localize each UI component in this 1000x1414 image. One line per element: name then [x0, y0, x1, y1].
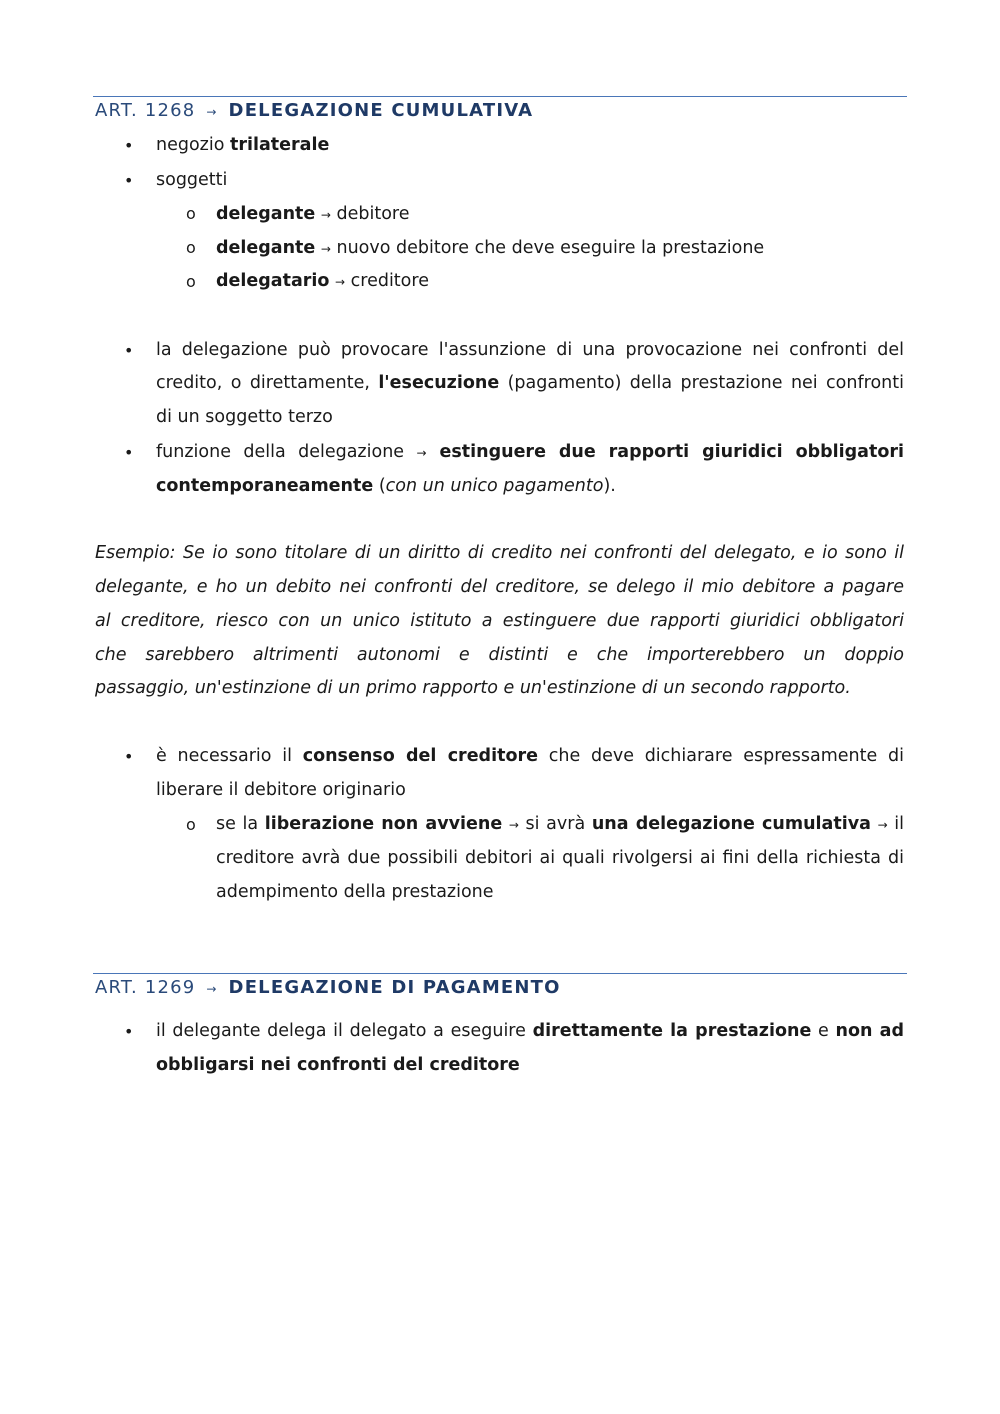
bullet-marker: •: [124, 443, 134, 462]
sub-list-item-line: adempimento della prestazione: [216, 882, 494, 902]
sub-list-item: delegante → debitore: [216, 204, 410, 224]
section-heading: [95, 100, 533, 121]
example-line: al creditore, riesco con un unico istituto a estinguere due rapporti giuridici obbligatori: [95, 611, 904, 631]
list-item-line: il delegante delega il delegato a eseguire direttamente la prestazione e non ad: [156, 1021, 904, 1041]
arrow-icon: →: [206, 105, 218, 119]
list-item-line: obbligarsi nei confronti del creditore: [156, 1055, 520, 1075]
list-item-line: è necessario il consenso del creditore che deve dichiarare espressamente di: [156, 746, 904, 766]
sub-list-item-line: se la liberazione non avviene → si avrà una delegazione cumulativa → il: [216, 814, 904, 834]
example-line: passaggio, un'estinzione di un primo rapporto e un'estinzione di un secondo rapporto.: [95, 678, 851, 698]
list-item-line: credito, o direttamente, l'esecuzione (pagamento) della prestazione nei confronti: [156, 373, 904, 393]
list-item-line: contemporaneamente (con un unico pagamento).: [156, 476, 616, 496]
sub-bullet-marker: o: [186, 272, 196, 291]
section-title: DELEGAZIONE CUMULATIVA: [228, 100, 534, 121]
list-item: soggetti: [156, 170, 228, 190]
example-line: che sarebbero altrimenti autonomi e distinti e che importerebbero un doppio: [95, 645, 904, 665]
arrow-icon: →: [320, 242, 331, 256]
section-heading: [95, 977, 561, 998]
list-item: negozio trilaterale: [156, 135, 330, 155]
section-title: DELEGAZIONE DI PAGAMENTO: [228, 977, 561, 998]
list-item-line: liberare il debitore originario: [156, 780, 406, 800]
sub-bullet-marker: o: [186, 204, 196, 223]
example-line: Esempio: Se io sono titolare di un diritto di credito nei confronti del delegato, e io sono il: [95, 543, 904, 563]
bullet-marker: •: [124, 171, 134, 190]
bullet-marker: •: [124, 136, 134, 155]
list-item-line: funzione della delegazione → estinguere due rapporti giuridici obbligatori: [156, 442, 904, 462]
arrow-icon: →: [508, 818, 519, 832]
list-item-line: di un soggetto terzo: [156, 407, 333, 427]
arrow-icon: →: [320, 208, 331, 222]
section-rule: [93, 973, 907, 974]
article-number: ART. 1269: [95, 977, 196, 998]
bullet-marker: •: [124, 1022, 134, 1041]
sub-bullet-marker: o: [186, 815, 196, 834]
sub-list-item: delegante → nuovo debitore che deve eseguire la prestazione: [216, 238, 765, 258]
arrow-icon: →: [416, 446, 427, 460]
arrow-icon: →: [335, 275, 346, 289]
sub-bullet-marker: o: [186, 238, 196, 257]
arrow-icon: →: [206, 982, 218, 996]
list-item-line: la delegazione può provocare l'assunzione di una provocazione nei confronti del: [156, 340, 904, 360]
section-rule: [93, 96, 907, 97]
bullet-marker: •: [124, 747, 134, 766]
sub-list-item-line: creditore avrà due possibili debitori ai quali rivolgersi ai fini della richiesta di: [216, 848, 904, 868]
arrow-icon: →: [877, 818, 888, 832]
article-number: ART. 1268: [95, 100, 196, 121]
bullet-marker: •: [124, 341, 134, 360]
sub-list-item: delegatario → creditore: [216, 271, 429, 291]
example-line: delegante, e ho un debito nei confronti del creditore, se delego il mio debitore a pagare: [95, 577, 904, 597]
